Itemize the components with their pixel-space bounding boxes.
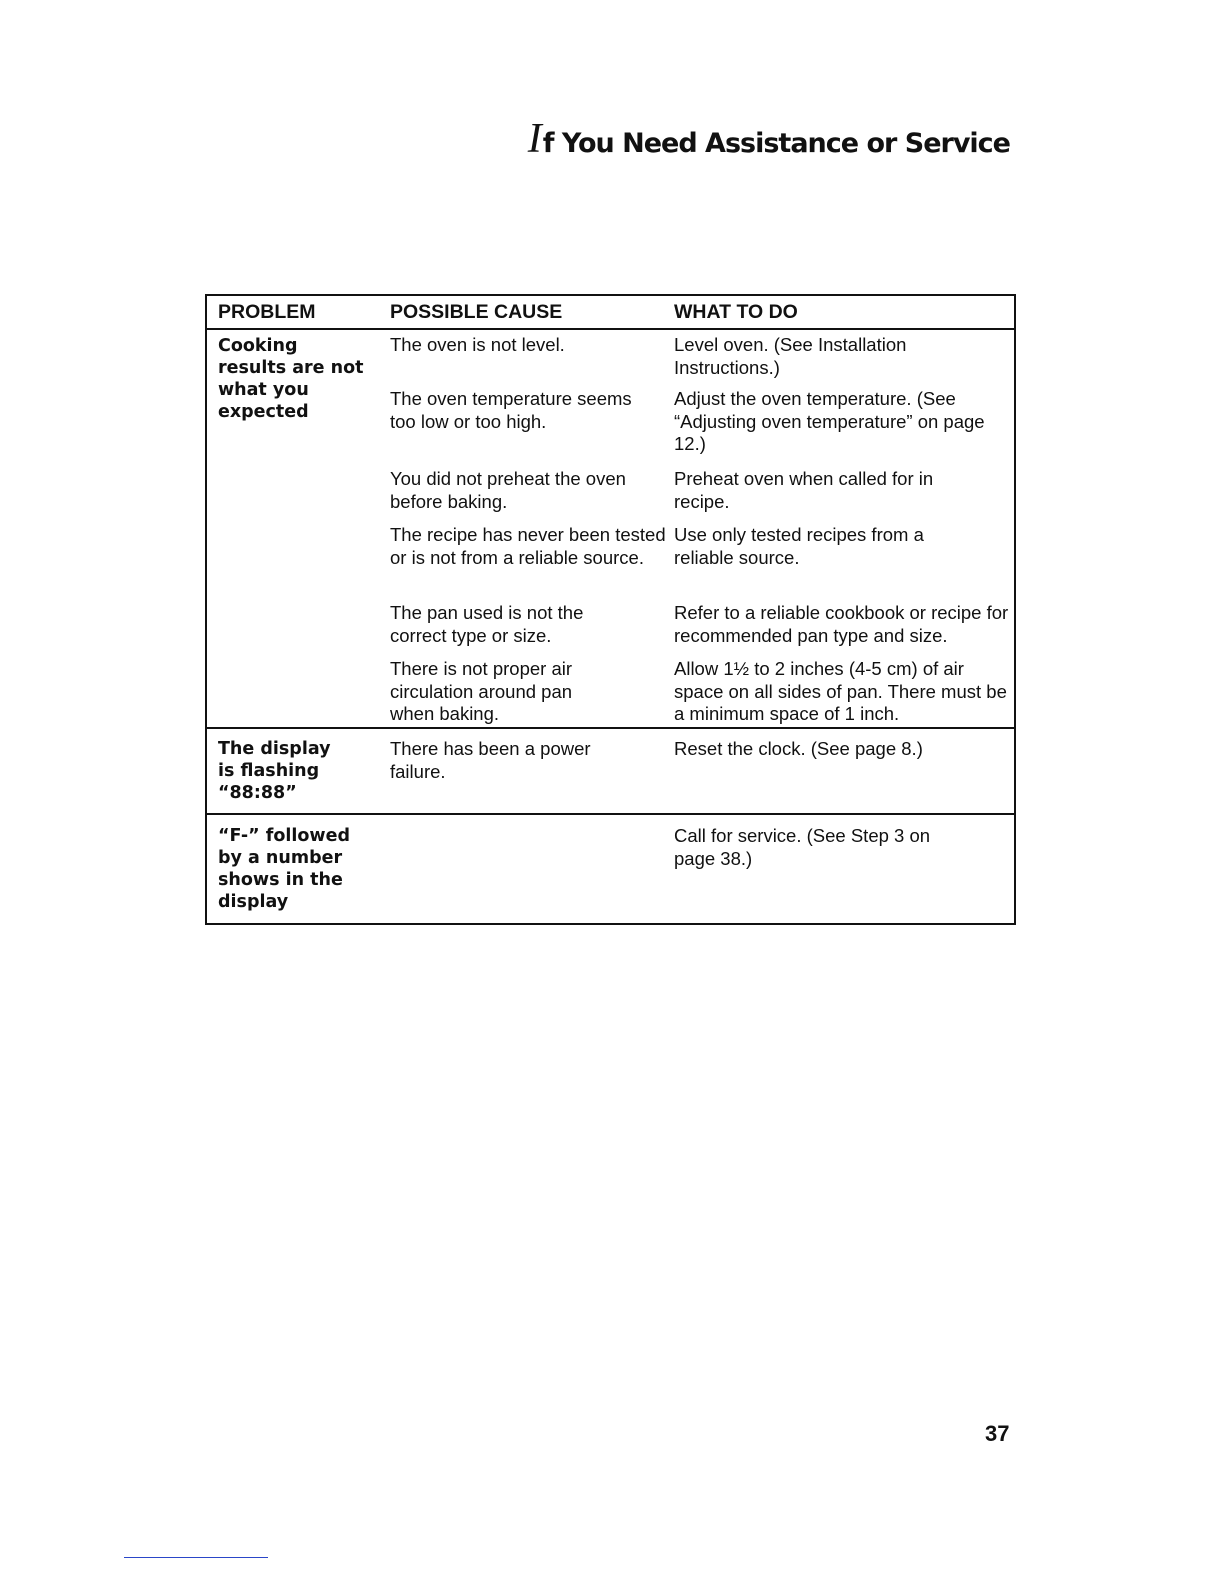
page-header [528, 118, 1010, 160]
problem-rows [390, 815, 1014, 923]
table-row [390, 825, 1014, 870]
todo-cell: Reset the clock. (See page 8.) [674, 738, 923, 759]
troubleshooting-table [205, 294, 1016, 925]
cause-cell: The oven is not level. [390, 334, 565, 355]
cause-cell: The pan used is not the correct type or size. [390, 602, 584, 646]
todo-cell: Allow 1½ to 2 inches (4-5 cm) of air space on all sides of pan. There must be a minimum space of 1 inch. [674, 658, 1007, 724]
table-row [390, 738, 1014, 783]
cause-cell: There has been a power failure. [390, 738, 591, 782]
todo-cell: Refer to a reliable cookbook or recipe for recommended pan type and size. [674, 602, 1009, 646]
cause-cell: The oven temperature seems too low or too high. [390, 388, 632, 432]
table-row [390, 524, 1014, 602]
problem-group-f-code [207, 815, 1014, 923]
footer-rule [124, 1557, 268, 1558]
todo-cell: Adjust the oven temperature. (See “Adjusting oven temperature” on page 12.) [674, 388, 985, 454]
column-header-todo: WHAT TO DO [674, 300, 798, 323]
problem-rows [390, 729, 1014, 813]
todo-cell: Preheat oven when called for in recipe. [674, 468, 934, 512]
table-row [390, 658, 1014, 728]
column-header-cause: POSSIBLE CAUSE [390, 300, 563, 323]
todo-cell: Use only tested recipes from a reliable source. [674, 524, 924, 568]
table-row [390, 388, 1014, 465]
page-number: 37 [985, 1421, 1010, 1446]
todo-cell: Level oven. (See Installation Instructions.) [674, 334, 907, 378]
table-row [390, 468, 1014, 524]
header-initial: I [527, 116, 542, 162]
table-row [390, 334, 1014, 386]
table-header [207, 296, 1014, 330]
problem-rows [390, 330, 1014, 727]
problem-cell: Cooking results are not what you expected [218, 336, 364, 422]
problem-group-cooking [207, 330, 1014, 729]
todo-cell: Call for service. (See Step 3 on page 38.) [674, 825, 931, 869]
problem-group-display-flashing [207, 729, 1014, 815]
header-title: f You Need Assistance or Service [542, 128, 1010, 159]
cause-cell: There is not proper air circulation around pan when baking. [390, 658, 573, 724]
cause-cell: You did not preheat the oven before baking. [390, 468, 626, 512]
cause-cell: The recipe has never been tested or is not from a reliable source. [390, 524, 666, 568]
column-header-problem: PROBLEM [218, 300, 316, 323]
problem-cell: The display is flashing “88:88” [218, 739, 331, 803]
table-row [390, 602, 1014, 658]
cause-cell [390, 825, 674, 870]
problem-cell: “F-” followed by a number shows in the display [218, 826, 350, 912]
